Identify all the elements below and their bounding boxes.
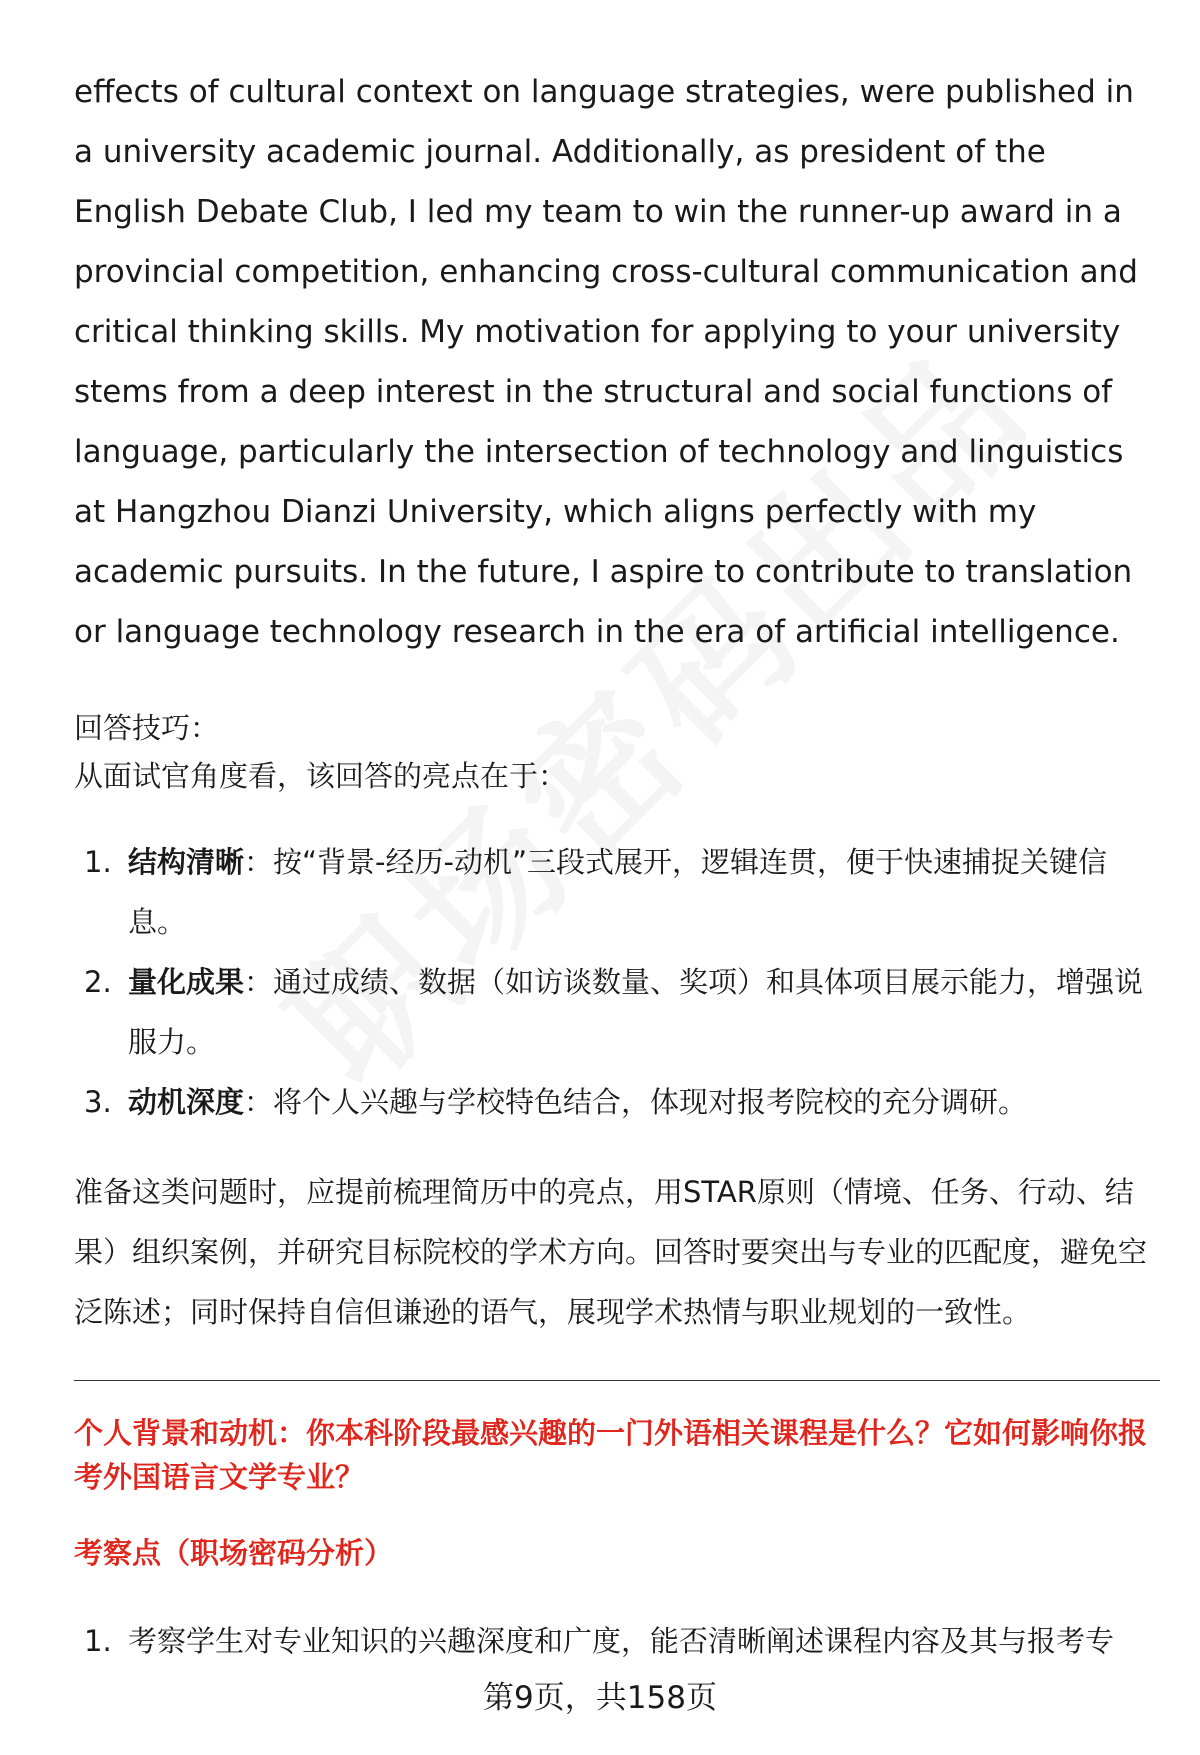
list-number: 1.	[84, 845, 112, 879]
exam-point-list	[74, 1619, 1154, 1663]
document-page	[74, 62, 1154, 1663]
list-item	[74, 1072, 1154, 1132]
point-text: ：将个人兴趣与学校特色结合，体现对报考院校的充分调研。	[244, 1085, 1028, 1119]
tips-list	[74, 832, 1154, 1132]
point-text: ：通过成绩、数据（如访谈数量、奖项）和具体项目展示能力，增强说服力。	[128, 965, 1144, 1059]
answer-paragraph: effects of cultural context on language strategies, were published in a university academic journal. Additionally, as president of the English Debate Club, I led my team to win the runner-up award in a provincial competition, enhancing cross-cultural communication and critical thinking skills. My motivation for applying to your university stems from a deep interest in the structural and social functions of language, particularly the intersection of technology and linguistics at Hangzhou Dianzi University, which aligns perfectly with my academic pursuits. In the future, I aspire to contribute to translation or language technology research in the era of artificial intelligence.	[74, 74, 1138, 650]
point-keyword: 结构清晰	[128, 845, 245, 879]
exam-point-title: 考察点（职场密码分析）	[74, 1536, 394, 1570]
prep-paragraph: 准备这类问题时，应提前梳理简历中的亮点，用STAR原则（情境、任务、行动、结果）组织案例，并研究目标院校的学术方向。回答时要突出与专业的匹配度，避免空泛陈述；同时保持自信但谦逊的语气，展现学术热情与职业规划的一致性。	[74, 1175, 1148, 1329]
question-heading: 个人背景和动机：你本科阶段最感兴趣的一门外语相关课程是什么？它如何影响你报考外国语言文学专业？	[74, 1416, 1148, 1494]
list-number: 2.	[84, 965, 112, 999]
list-item	[74, 1619, 1154, 1663]
point-keyword: 量化成果	[128, 965, 245, 999]
section-divider	[74, 1380, 1160, 1381]
tips-label: 回答技巧：	[74, 711, 220, 745]
list-number: 3.	[84, 1085, 112, 1119]
point-text: 考察学生对专业知识的兴趣深度和广度，能否清晰阐述课程内容及其与报考专	[128, 1624, 1115, 1658]
tips-intro: 从面试官角度看，该回答的亮点在于：	[74, 759, 568, 793]
point-keyword: 动机深度	[128, 1085, 245, 1119]
list-item	[74, 832, 1154, 952]
list-item	[74, 952, 1154, 1072]
page-number: 第9页，共158页	[483, 1680, 717, 1716]
list-number: 1.	[84, 1624, 112, 1658]
point-text: ：按“背景-经历-动机”三段式展开，逻辑连贯，便于快速捕捉关键信息。	[128, 845, 1107, 939]
